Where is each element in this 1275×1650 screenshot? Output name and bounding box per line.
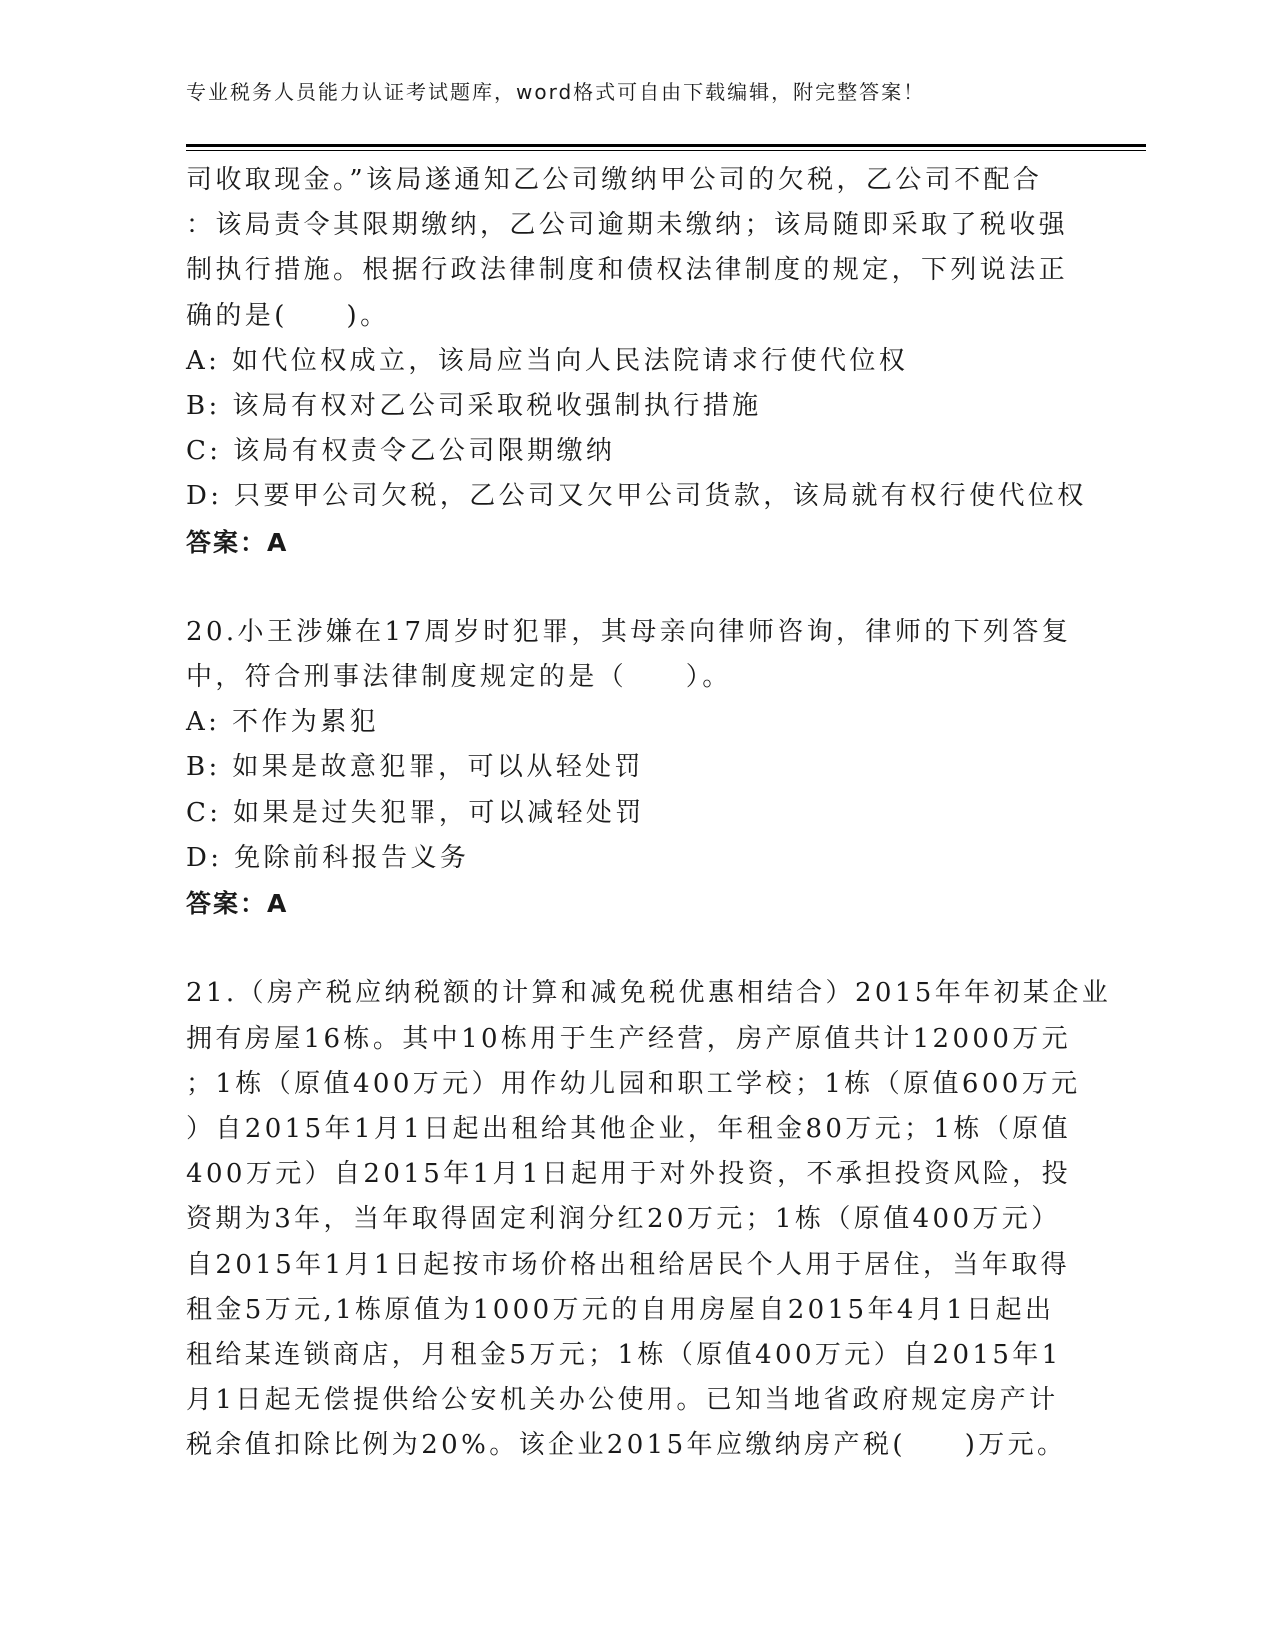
option-d: D: 免除前科报告义务 xyxy=(186,842,470,873)
option-c: C: 如果是过失犯罪，可以减轻处罚 xyxy=(186,797,645,828)
page-header: 专业税务人员能力认证考试题库，word格式可自由下载编辑，附完整答案！ xyxy=(186,80,926,104)
question-stem-line: 中，符合刑事法律制度规定的是（ ）。 xyxy=(186,662,732,693)
question-stem-line: ）自2015年1月1日起出租给其他企业，年租金80万元；1栋（原值 xyxy=(186,1113,1072,1144)
question-stem-line: 月1日起无偿提供给公安机关办公使用。已知当地省政府规定房产计 xyxy=(186,1385,1059,1416)
question-stem-line: 租金5万元,1栋原值为1000万元的自用房屋自2015年4月1日起出 xyxy=(186,1294,1055,1325)
option-b: B: 该局有权对乙公司采取税收强制执行措施 xyxy=(186,390,762,421)
question-20 xyxy=(186,610,1106,926)
spacer xyxy=(186,565,1106,610)
question-stem-line: 自2015年1月1日起按市场价格出租给居民个人用于居住，当年取得 xyxy=(186,1249,1071,1280)
question-21 xyxy=(186,971,1112,1468)
question-19 xyxy=(186,158,1106,565)
question-stem-line: ；1栋（原值400万元）用作幼儿园和职工学校；1栋（原值600万元 xyxy=(186,1068,1081,1099)
question-stem-line: 司收取现金。”该局遂通知乙公司缴纳甲公司的欠税，乙公司不配合 xyxy=(186,165,1043,195)
question-stem-line: 资期为3年，当年取得固定利润分红20万元；1栋（原值400万元） xyxy=(186,1204,1061,1235)
spacer xyxy=(186,926,1106,971)
question-stem-line: 拥有房屋16栋。其中10栋用于生产经营，房产原值共计12000万元 xyxy=(186,1023,1072,1054)
question-stem-line: 20.小王涉嫌在17周岁时犯罪，其母亲向律师咨询，律师的下列答复 xyxy=(186,616,1072,647)
question-stem-line: 400万元）自2015年1月1日起用于对外投资，不承担投资风险，投 xyxy=(186,1159,1072,1190)
option-b: B: 如果是故意犯罪，可以从轻处罚 xyxy=(186,752,644,783)
header-rule-thin xyxy=(186,150,1146,151)
document-body xyxy=(186,158,1112,1468)
option-c: C: 该局有权责令乙公司限期缴纳 xyxy=(186,436,616,467)
question-stem-line: 21.（房产税应纳税额的计算和减免税优惠相结合）2015年年初某企业 xyxy=(186,978,1112,1009)
header-rule-thick xyxy=(186,144,1146,147)
option-a: A: 不作为累犯 xyxy=(186,707,380,738)
answer: 答案：A xyxy=(186,889,289,918)
question-stem-line: 确的是( )。 xyxy=(186,300,390,331)
question-stem-line: 制执行措施。根据行政法律制度和债权法律制度的规定，下列说法正 xyxy=(186,255,1069,286)
question-stem-line: 租给某连锁商店，月租金5万元；1栋（原值400万元）自2015年1 xyxy=(186,1339,1062,1370)
option-a: A: 如代位权成立，该局应当向人民法院请求行使代位权 xyxy=(186,345,909,376)
answer: 答案：A xyxy=(186,527,289,557)
option-d: D: 只要甲公司欠税，乙公司又欠甲公司货款，该局就有权行使代位权 xyxy=(186,481,1087,512)
question-stem-line: ：该局责令其限期缴纳，乙公司逾期未缴纳；该局随即采取了税收强 xyxy=(186,210,1069,241)
question-stem-line: 税余值扣除比例为20%。该企业2015年应缴纳房产税( )万元。 xyxy=(186,1430,1067,1461)
